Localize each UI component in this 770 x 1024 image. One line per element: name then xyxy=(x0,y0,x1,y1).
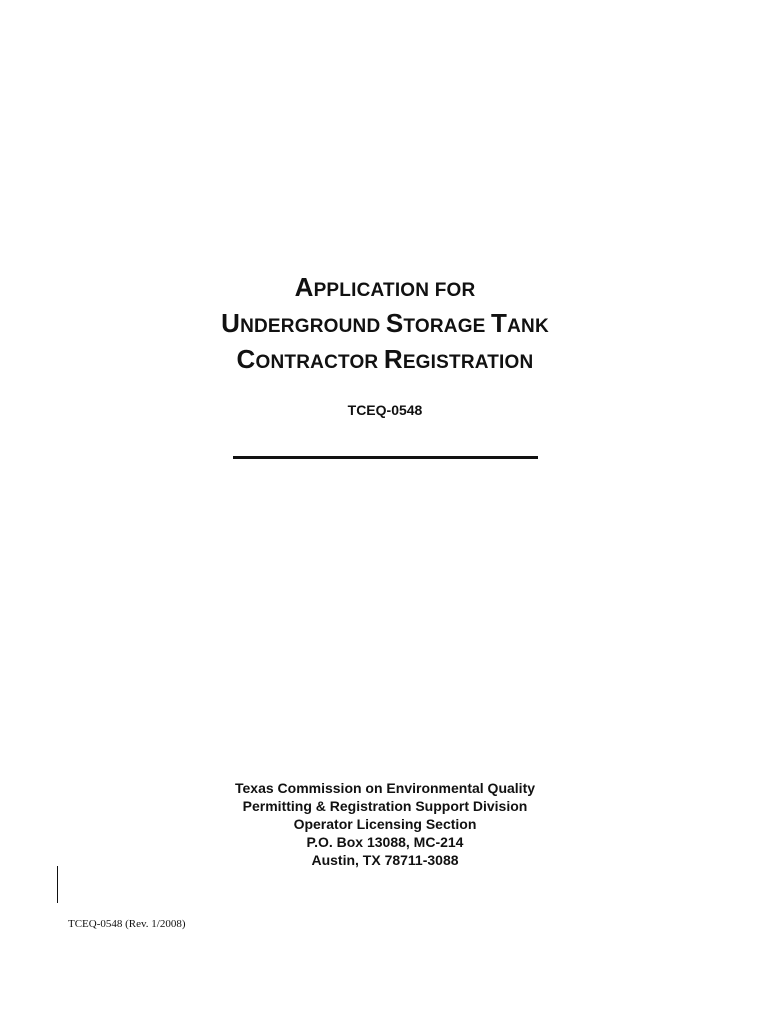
form-number: TCEQ-0548 xyxy=(347,402,423,418)
footer-form-revision: TCEQ-0548 (Rev. 1/2008) xyxy=(68,918,186,930)
section-name: Operator Licensing Section xyxy=(293,816,477,832)
division-name: Permitting & Registration Support Division xyxy=(242,798,528,814)
title-line-2: UNDERGROUND STORAGE TANK xyxy=(221,308,549,338)
agency-address xyxy=(0,779,770,869)
agency-name: Texas Commission on Environmental Quality xyxy=(234,780,536,796)
po-box: P.O. Box 13088, MC-214 xyxy=(306,834,464,850)
revision-bar xyxy=(57,866,58,903)
signature-rule xyxy=(233,456,538,459)
document-title xyxy=(0,271,770,379)
city-state-zip: Austin, TX 78711-3088 xyxy=(311,852,459,868)
title-line-3: CONTRACTOR REGISTRATION xyxy=(236,344,534,374)
title-line-1: APPLICATION FOR xyxy=(294,272,476,302)
